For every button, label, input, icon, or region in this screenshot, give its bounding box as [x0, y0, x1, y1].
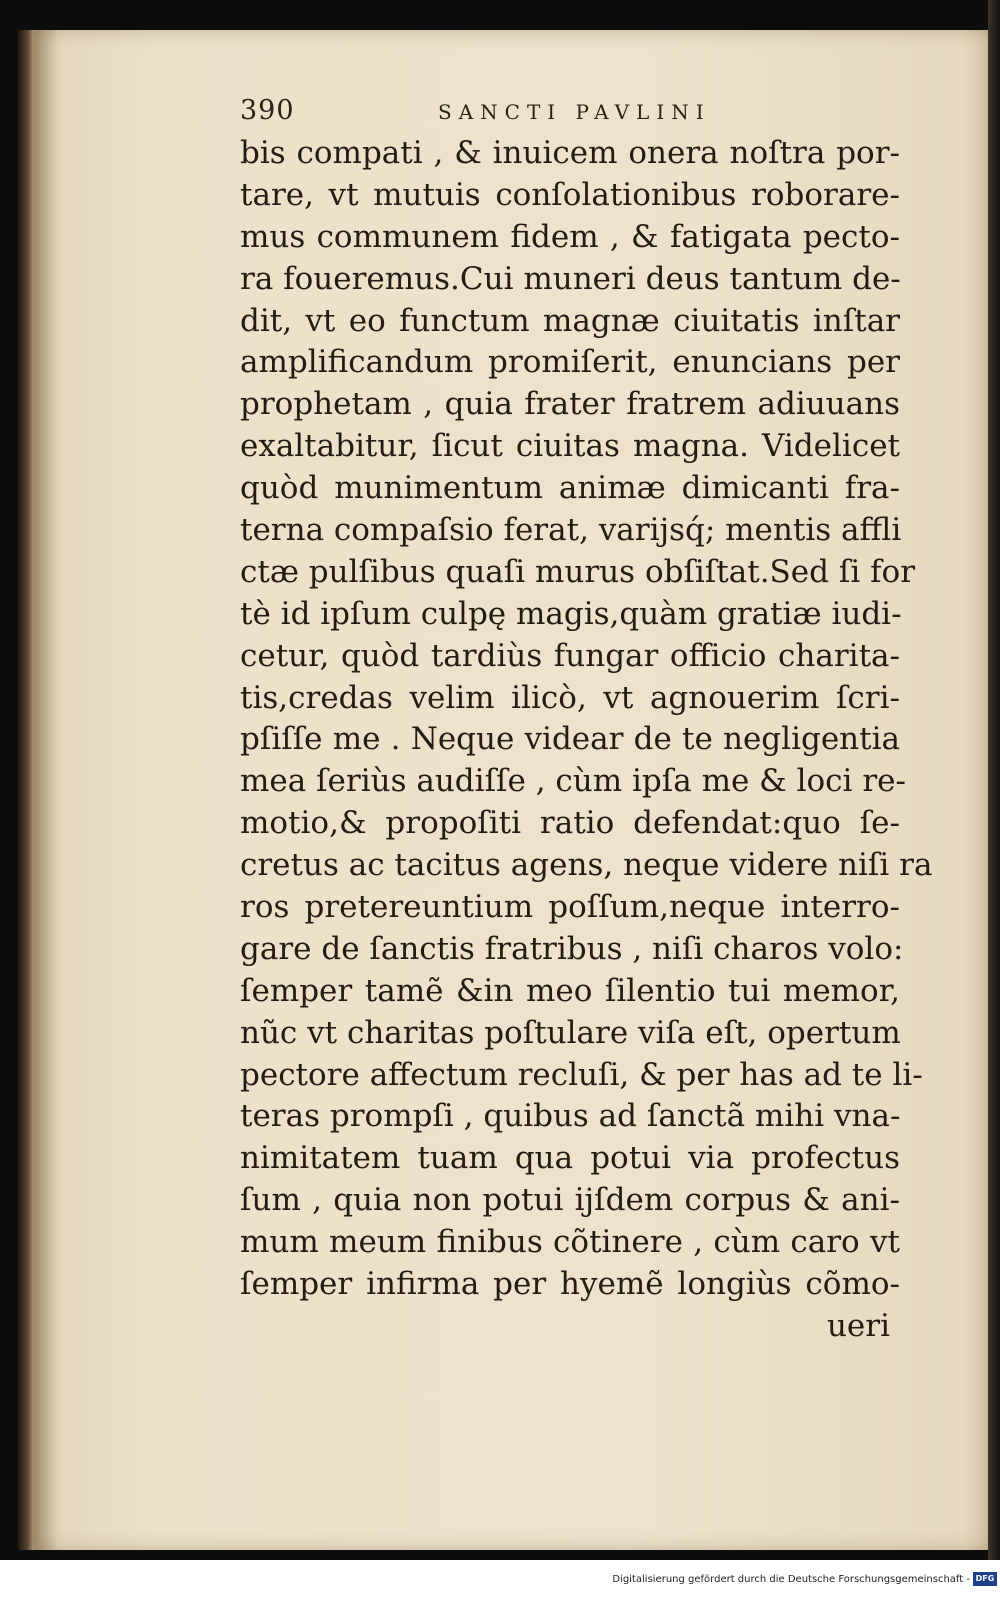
- text-line: mus communem fidem , & fatigata pectо-: [240, 218, 900, 255]
- page-header: [240, 95, 895, 135]
- text-line: ros pretereuntium poſſum,neque interro-: [240, 889, 900, 926]
- text-line: exaltabitur, ſicut ciuitas magna. Videlicet: [240, 428, 900, 465]
- text-line: pſiſſe me . Neque videar de te negligentia: [240, 721, 900, 758]
- text-line: pectore affectum recluſi, & per has ad te li-: [240, 1056, 923, 1093]
- text-line: amplificandum promiſerit, enuncians per: [240, 344, 900, 381]
- text-line: gare de ſanctis fratribus , niſi charos volo:: [240, 930, 904, 967]
- page-number: 390: [240, 95, 295, 126]
- footer-bar: [0, 1560, 1000, 1598]
- text-block: [240, 133, 933, 1348]
- text-line: nimitatem tuam qua potui via profectus: [240, 1140, 900, 1177]
- text-line: ra foueremus.Cui muneri deus tantum de-: [240, 260, 901, 297]
- book-spine-edge: [18, 30, 34, 1550]
- text-line: bis compati , & inuicem onera noſtra por-: [240, 135, 900, 171]
- text-line: tè id ipſum culpę magis,quàm gratiæ iudi-: [240, 595, 902, 632]
- text-line: mea ſeriùs audiſſe , cùm ipſa me & loci re-: [240, 763, 906, 800]
- page-gutter-shadow: [34, 30, 58, 1550]
- text-line: terna compaſsio ferat, varijsq́; mentis affli: [240, 512, 902, 549]
- text-line: ſum , quia non potui ijſdem corpus & ani-: [240, 1182, 900, 1219]
- text-line: tis,credas velim ilicò, vt agnouerim ſcri-: [240, 679, 900, 716]
- text-line: nũc vt charitas poſtulare viſa eſt, opertum: [240, 1014, 901, 1051]
- text-line: motio,& propoſiti ratio defendat:quo ſe-: [240, 805, 900, 842]
- running-title: SANCTI PAVLINI: [438, 100, 711, 124]
- text-line: mum meum finibus cõtinere , cùm caro vt: [240, 1224, 900, 1261]
- text-line: cretus ac tacitus agens, neque videre niſi ra: [240, 847, 933, 884]
- text-line: ſemper tamẽ &in meo ſilentio tui memor,: [240, 972, 900, 1009]
- text-line: dit, vt eo functum magnæ ciuitatis inſtar: [240, 302, 900, 339]
- funding-credit: Digitalisierung gefördert durch die Deutsche Forschungsgemeinschaft -: [612, 1574, 970, 1585]
- text-line: ſemper infirma per hyemẽ longiùs cõmo-: [240, 1266, 900, 1303]
- text-line: tare, vt mutuis conſolationibus roborare-: [240, 176, 900, 213]
- catchword: ueri: [826, 1307, 890, 1344]
- text-line: quòd munimentum animæ dimicanti fra-: [240, 470, 900, 507]
- text-line: ctæ pulſibus quaſi murus obſiſtat.Sed ſi for: [240, 553, 916, 590]
- text-line: teras prompſi , quibus ad ſanctã mihi vna-: [240, 1098, 901, 1135]
- text-line: cetur, quòd tardiùs fungar officio charita-: [240, 637, 900, 674]
- text-line: prophetam , quia frater fratrem adiuuans: [240, 386, 900, 423]
- dfg-logo: DFG: [973, 1572, 997, 1586]
- page-right-edge: [988, 0, 1000, 1560]
